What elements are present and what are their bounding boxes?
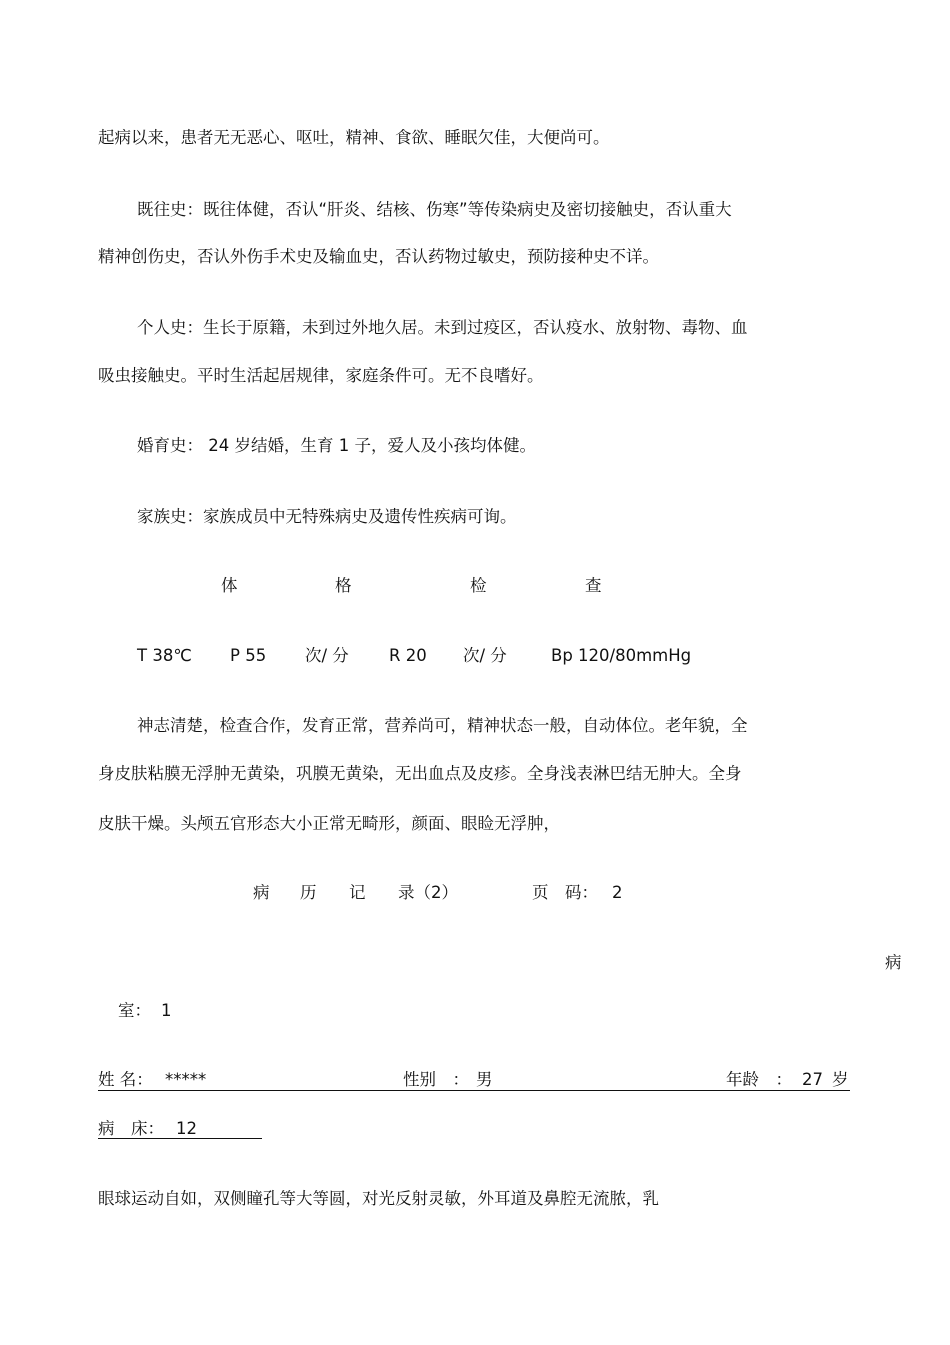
- name-label: 姓 名：: [98, 1070, 153, 1089]
- record-title-char: 病: [253, 883, 270, 902]
- vital-respiration-unit: 次/ 分: [463, 646, 507, 665]
- vital-respiration: R 20: [389, 646, 427, 665]
- paragraph-eye-exam: 眼球运动自如，双侧瞳孔等大等圆，对光反射灵敏，外耳道及鼻腔无流脓，乳: [98, 1189, 659, 1208]
- ward-label-part-1: 病: [885, 953, 902, 972]
- exam-line-1: 神志清楚，检查合作，发育正常，营养尚可，精神状态一般，自动体位。老年貌，全: [137, 716, 748, 735]
- vital-blood-pressure: Bp 120/80mmHg: [551, 646, 692, 665]
- past-history-line-1: 既往史：既往体健，否认“肝炎、结核、伤寒”等传染病史及密切接触史，否认重大: [137, 200, 732, 219]
- sex-label: 性别 ：: [403, 1070, 469, 1089]
- name-value: *****: [165, 1070, 207, 1089]
- personal-history-line-2: 吸虫接触史。平时生活起居规律，家庭条件可。无不良嗜好。: [98, 366, 544, 385]
- patient-info-underline: [98, 1090, 850, 1091]
- personal-history-line-1: 个人史：生长于原籍，未到过外地久居。未到过疫区，否认疫水、放射物、毒物、血: [137, 318, 748, 337]
- bed-number: 12: [176, 1119, 197, 1138]
- exam-heading-char: 查: [585, 576, 602, 595]
- page-number-value: 2: [612, 883, 623, 902]
- exam-heading-char: 检: [470, 576, 487, 595]
- paragraph-onset-summary: 起病以来，患者无无恶心、呕吐，精神、食欲、睡眠欠佳，大便尚可。: [98, 128, 610, 147]
- record-title-char: 记: [349, 883, 366, 902]
- record-title-char: 历: [300, 883, 317, 902]
- age-label: 年龄 ：: [726, 1070, 792, 1089]
- vital-temperature: T 38℃: [137, 646, 192, 665]
- vital-pulse-unit: 次/ 分: [305, 646, 349, 665]
- ward-label-part-2: 室：: [118, 1001, 151, 1020]
- family-history: 家族史：家族成员中无特殊病史及遗传性疾病可询。: [137, 507, 517, 526]
- marital-history: 婚育史： 24 岁结婚，生育 1 子，爱人及小孩均体健。: [137, 436, 536, 455]
- page-number-label: 页 码：: [532, 883, 598, 902]
- bed-underline: [98, 1138, 262, 1139]
- exam-line-3: 皮肤干燥。头颅五官形态大小正常无畸形，颜面、眼睑无浮肿，: [98, 814, 560, 833]
- exam-heading-char: 体: [221, 576, 238, 595]
- past-history-line-2: 精神创伤史，否认外伤手术史及输血史，否认药物过敏史，预防接种史不详。: [98, 247, 659, 266]
- age-unit: 岁: [832, 1070, 849, 1089]
- record-title-char: 录（2）: [398, 883, 458, 902]
- bed-label: 病 床：: [98, 1119, 164, 1138]
- age-value: 27: [802, 1070, 823, 1089]
- exam-heading-char: 格: [335, 576, 352, 595]
- exam-line-2: 身皮肤粘膜无浮肿无黄染，巩膜无黄染，无出血点及皮疹。全身浅表淋巴结无肿大。全身: [98, 764, 742, 783]
- vital-pulse: P 55: [230, 646, 267, 665]
- sex-value: 男: [476, 1070, 493, 1089]
- ward-number: 1: [161, 1001, 172, 1020]
